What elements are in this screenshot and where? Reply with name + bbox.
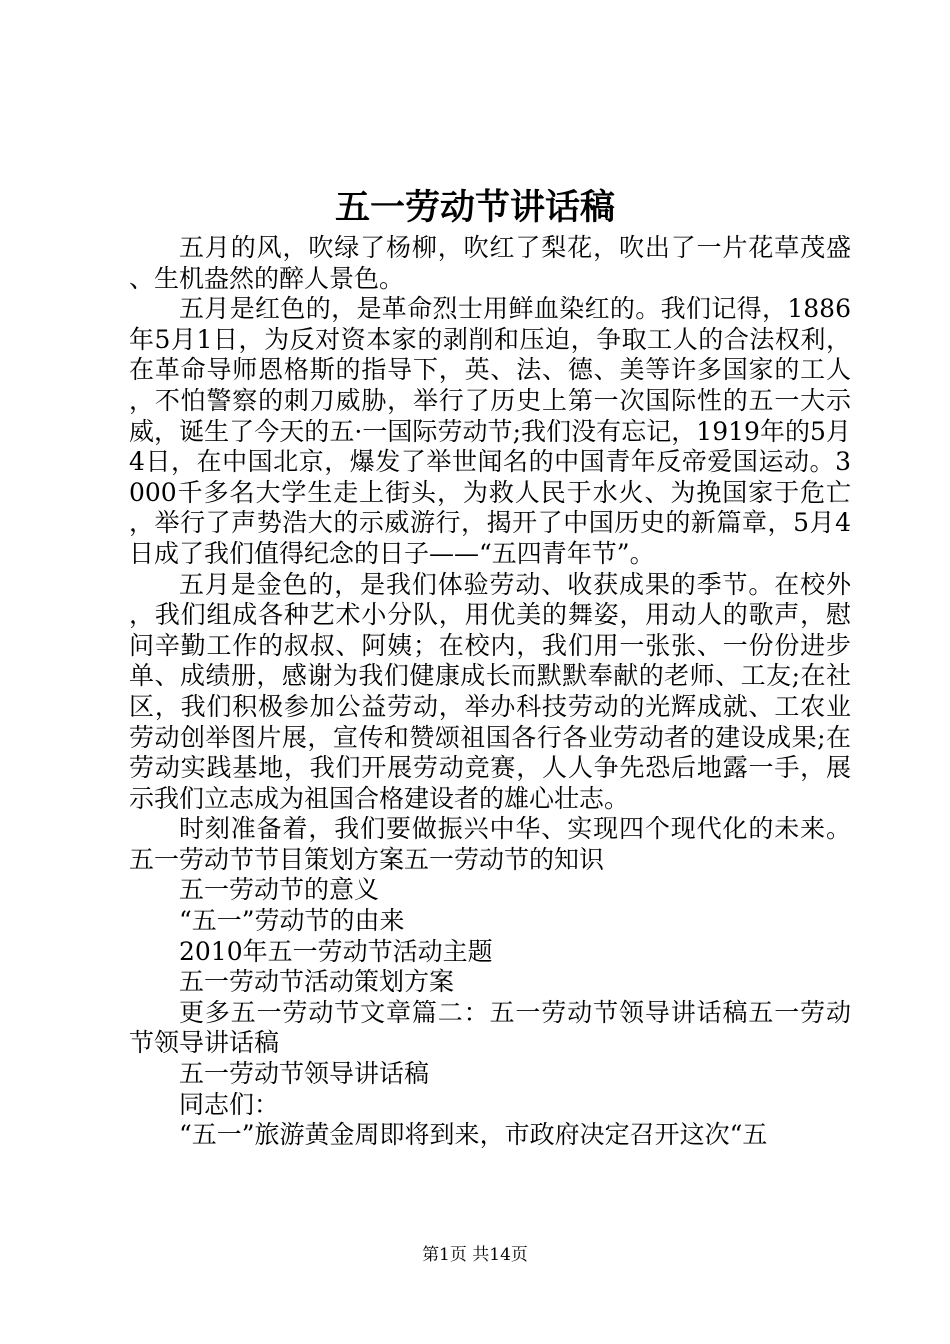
paragraph: 五一劳动节的意义	[179, 875, 380, 905]
paragraph: 五月是金色的，是我们体验劳动、收获成果的季节。在校外，我们组成各种艺术小分队，用优美的舞姿，用动人的歌声，慰问辛勤工作的叔叔、阿姨；在校内，我们用一张张、一份份进步单、成绩册，感谢为我们健康成长而默默奉献的老师、工友;在社区，我们积极参加公益劳动，举办科技劳动的光辉成就、工农业劳动创举图片展，宣传和赞颂祖国各行各业劳动者的建设成果;在劳动实践基地，我们开展劳动竞赛，人人争先恐后地露一手，展示我们立志成为祖国合格建设者的雄心壮志。	[129, 569, 851, 813]
paragraph: “五一”劳动节的由来	[179, 906, 405, 936]
paragraph: 五一劳动节领导讲话稿	[179, 1059, 430, 1089]
paragraph: 五月是红色的，是革命烈士用鲜血染红的。我们记得，1886年5月1日，为反对资本家的剥削和压迫，争取工人的合法权利，在革命导师恩格斯的指导下，英、法、德、美等许多国家的工人，不怕警察的刺刀威胁，举行了历史上第一次国际性的五一大示威，诞生了今天的五·一国际劳动节;我们没有忘记，1919年的5月4日，在中国北京，爆发了举世闻名的中国青年反帝爱国运动。3000千多名大学生走上街头，为救人民于水火、为挽国家于危亡，举行了声势浩大的示威游行，揭开了中国历史的新篇章，5月4日成了我们值得纪念的日子——“五四青年节”。	[129, 294, 851, 568]
document-title: 五一劳动节讲话稿	[334, 187, 615, 228]
paragraph: “五一”旅游黄金周即将到来，市政府决定召开这次“五	[179, 1120, 768, 1150]
paragraph: 更多五一劳动节文章篇二：五一劳动节领导讲话稿五一劳动节领导讲话稿	[129, 997, 851, 1058]
paragraph: 五一劳动节活动策划方案	[179, 967, 455, 997]
page-number-footer: 第1页 共14页	[422, 1245, 528, 1265]
paragraph: 同志们：	[179, 1089, 280, 1119]
paragraph: 时刻准备着，我们要做振兴中华、实现四个现代化的未来。五一劳动节节目策划方案五一劳动节的知识	[129, 814, 851, 874]
paragraph: 2010年五一劳动节活动主题	[179, 936, 493, 966]
paragraph: 五月的风，吹绿了杨柳，吹红了梨花，吹出了一片花草茂盛、生机盎然的醉人景色。	[129, 233, 851, 293]
document-body	[129, 233, 851, 1151]
